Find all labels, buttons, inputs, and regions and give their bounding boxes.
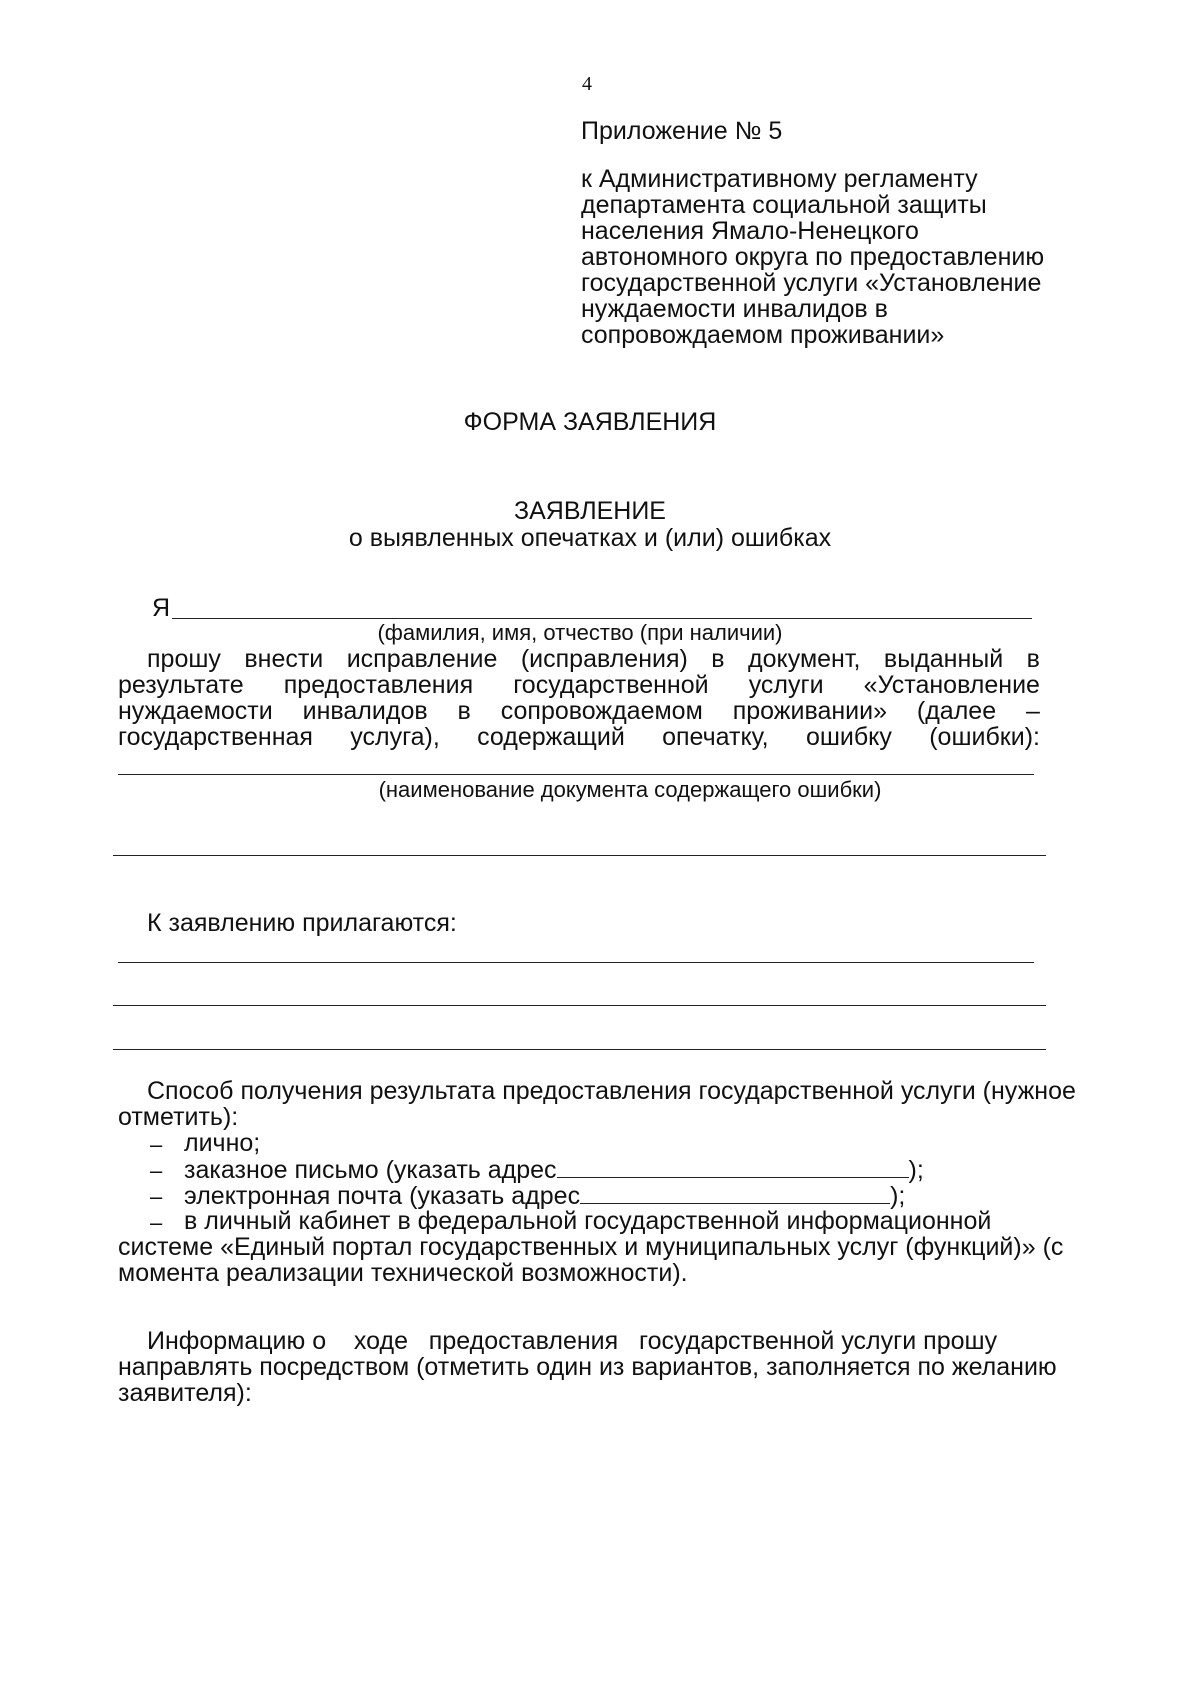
word: в [711,645,725,673]
request-line-4 [118,723,1040,751]
appendix-line: департамента социальной защиты [581,191,987,219]
applicant-prefix: Я [152,594,171,622]
word: услуги [748,671,824,699]
word: – [1026,697,1040,725]
info-line1: Информацию о ходе предоставления государственной услуги прошу [147,1327,998,1355]
word: содержащий [477,723,625,751]
appendix-line: автономного округа по предоставлению [581,243,1045,271]
email-address-field[interactable] [580,1181,890,1204]
word: выданный [883,645,1004,673]
option-email-end: ); [890,1182,906,1210]
appendix-line: нуждаемости инвалидов в [581,295,888,323]
appendix-line: населения Ямало-Ненецкого [581,217,919,245]
attachments-line-2[interactable] [113,1005,1046,1006]
attachments-line-1[interactable] [118,962,1034,963]
dash-marker: – [150,1132,163,1157]
request-line-3 [118,697,1040,725]
word: проживании» [732,697,887,725]
word: (исправления) [520,645,688,673]
word: государственная [118,723,313,751]
attachments-line-3[interactable] [113,1049,1046,1050]
word: прошу [147,645,221,673]
word: сопровождаемом [500,697,703,725]
applicant-name-line[interactable] [172,618,1032,619]
option-portal-line1[interactable]: в личный кабинет в федеральной государственной информационной [184,1207,992,1235]
mail-address-field[interactable] [557,1155,909,1178]
document-caption: (наименование документа содержащего ошибки) [378,777,882,802]
option-portal-line3: момента реализации технической возможности). [118,1259,688,1287]
dash-marker: – [150,1210,163,1235]
appendix-line: к Административному регламенту [581,165,978,193]
request-line-2 [118,671,1040,699]
request-line-1 [147,645,1040,673]
info-line3: заявителя): [118,1379,252,1407]
word: инвалидов [302,697,428,725]
method-intro-line2: отметить): [118,1103,239,1131]
option-email[interactable] [184,1181,905,1210]
word: в [457,697,471,725]
word: опечатку, [662,723,769,751]
form-title: ФОРМА ЗАЯВЛЕНИЯ [463,408,717,436]
word: (далее [916,697,997,725]
info-line2: направлять посредством (отметить один из вариантов, заполняется по желанию [118,1353,1057,1381]
word: нуждаемости [118,697,273,725]
word: (ошибки): [929,723,1040,751]
dash-marker: – [150,1184,163,1209]
word: ошибку [805,723,892,751]
option-personal[interactable]: лично; [184,1129,261,1157]
option-mail[interactable] [184,1155,924,1184]
appendix-line: государственной услуги «Установление [581,269,1042,297]
word: предоставления [283,671,474,699]
dash-marker: – [150,1158,163,1183]
word: документ, [748,645,861,673]
document-name-line[interactable] [118,774,1034,775]
word: в [1026,645,1040,673]
option-mail-label: заказное письмо (указать адрес [184,1156,557,1184]
option-mail-end: ); [908,1156,924,1184]
word: «Установление [863,671,1040,699]
document-extra-line[interactable] [113,855,1046,856]
word: услуга), [350,723,440,751]
word: результате [118,671,244,699]
statement-subtitle: о выявленных опечатках и (или) ошибках [348,524,832,552]
attachments-label: К заявлению прилагаются: [147,909,457,937]
word: внести [244,645,324,673]
option-portal-line2: системе «Единый портал государственных и муниципальных услуг (функций)» (с [118,1233,1064,1261]
applicant-caption: (фамилия, имя, отчество (при наличии) [377,620,783,645]
method-intro-line1: Способ получения результата предоставления государственной услуги (нужное [147,1077,1076,1105]
word: государственной [513,671,709,699]
word: исправление [346,645,498,673]
appendix-title: Приложение № 5 [581,117,783,145]
page-number: 4 [582,73,592,95]
statement-title: ЗАЯВЛЕНИЕ [513,497,666,525]
option-email-label: электронная почта (указать адрес [184,1182,581,1210]
appendix-line: сопровождаемом проживании» [581,321,945,349]
